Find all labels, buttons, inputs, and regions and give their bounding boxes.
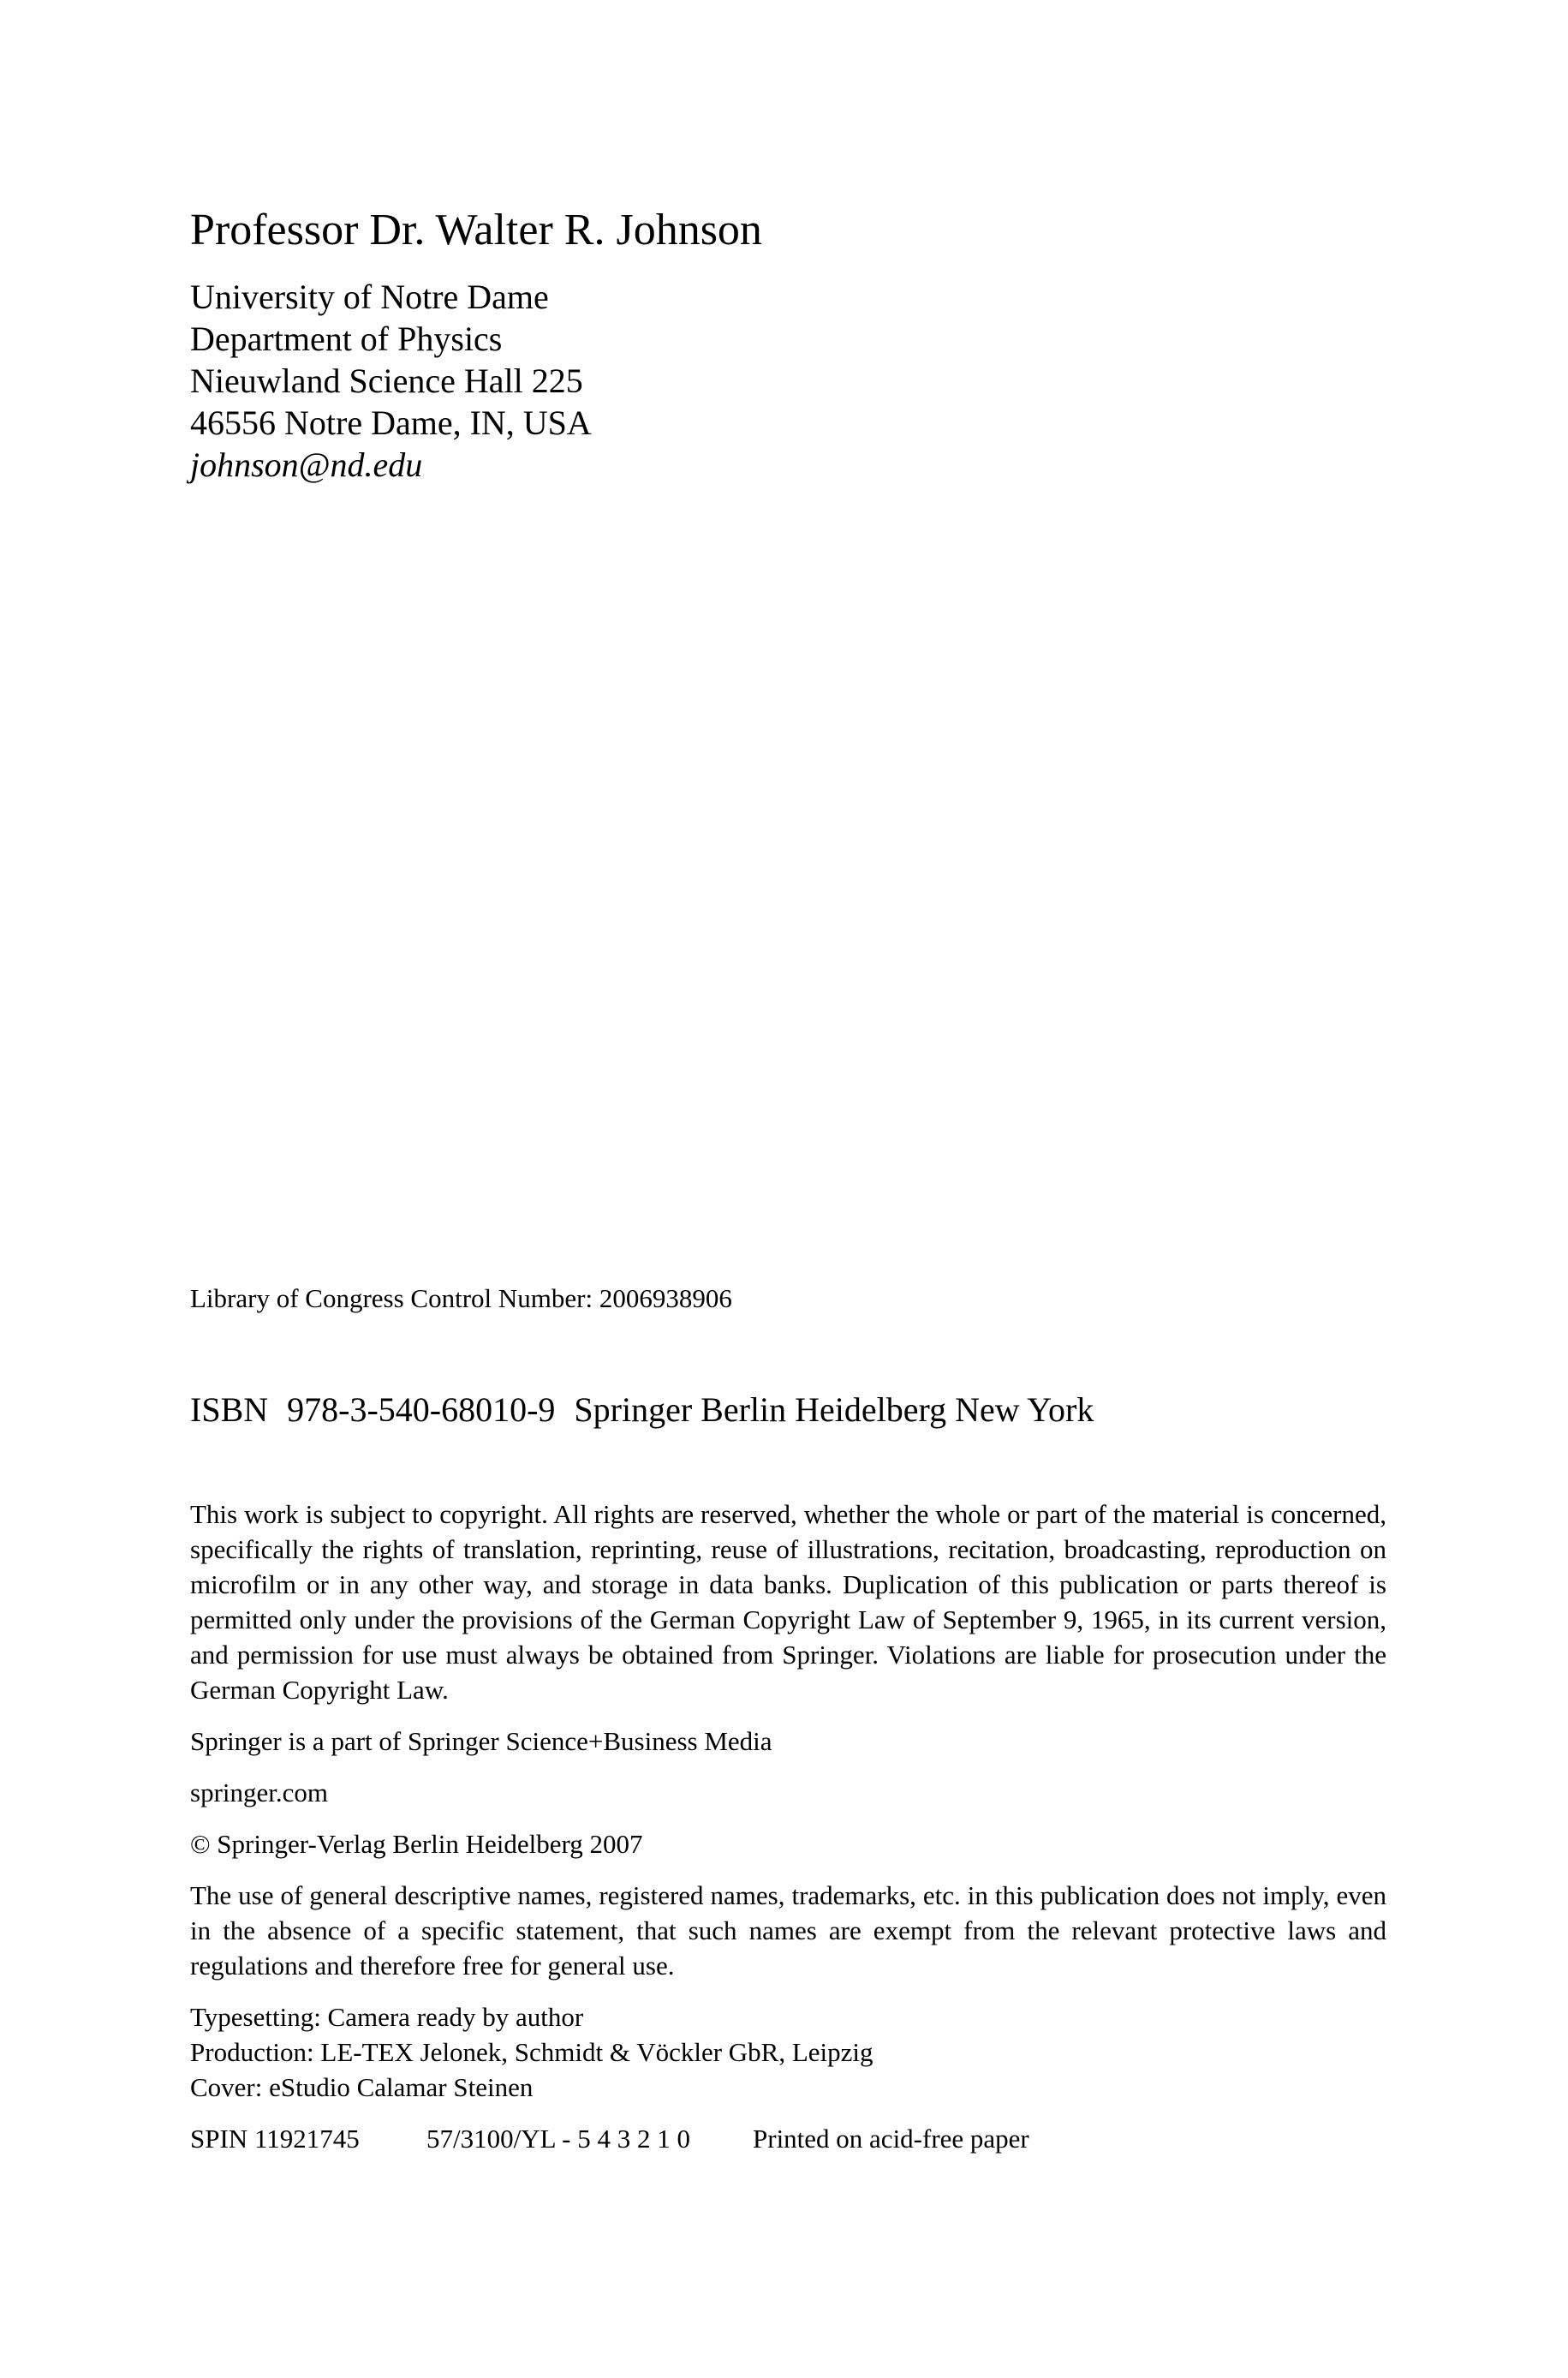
cover-credit: Cover: eStudio Calamar Steinen (190, 2072, 534, 2102)
spin-line (190, 2121, 1386, 2156)
author-block (190, 204, 1218, 486)
author-email: johnson@nd.edu (190, 445, 423, 484)
spin-number: SPIN 11921745 (190, 2124, 360, 2154)
isbn-number: 978-3-540-68010-9 (287, 1390, 556, 1429)
production-credit: Production: LE-TEX Jelonek, Schmidt & Vöckler GbR, Leipzig (190, 2037, 873, 2067)
lccn-line: Library of Congress Control Number: 2006938906 (190, 1283, 732, 1313)
legal-block (190, 1497, 1386, 2156)
address-university: University of Notre Dame (190, 278, 549, 316)
trademark-notice: The use of general descriptive names, registered names, trademarks, etc. in this publication does not imply, even in the absence of a specific statement, that such names are exempt from the relevant protective laws and regulations and therefore free for general use. (190, 1880, 1386, 1981)
isbn-label: ISBN (190, 1390, 269, 1429)
author-name: Professor Dr. Walter R. Johnson (190, 206, 762, 254)
springer-part: Springer is a part of Springer Science+Business Media (190, 1726, 772, 1756)
credits (190, 1999, 1386, 2105)
copyright-notice: This work is subject to copyright. All rights are reserved, whether the whole or part of the material is concerned, specifically the rights of translation, reprinting, reuse of illustrations, recitation, broadcasting, reproduction on microfilm or in any other way, and storage in data banks. Duplication of this publication or parts thereof is permitted only under the provisions of the German Copyright Law of September 9, 1965, in its current version, and permission for use must always be obtained from Springer. Violations are liable for prosecution under the German Copyright Law. (190, 1499, 1386, 1705)
typesetting-credit: Typesetting: Camera ready by author (190, 2002, 584, 2032)
print-code: 57/3100/YL - 5 4 3 2 1 0 (426, 2124, 690, 2154)
paper-note: Printed on acid-free paper (753, 2124, 1029, 2154)
address-city: 46556 Notre Dame, IN, USA (190, 403, 592, 442)
copyright-line: © Springer-Verlag Berlin Heidelberg 2007 (190, 1829, 643, 1859)
address-department: Department of Physics (190, 320, 503, 358)
isbn-line (190, 1389, 1094, 1431)
website: springer.com (190, 1778, 328, 1807)
address-building: Nieuwland Science Hall 225 (190, 361, 583, 400)
isbn-publisher: Springer Berlin Heidelberg New York (574, 1390, 1094, 1429)
